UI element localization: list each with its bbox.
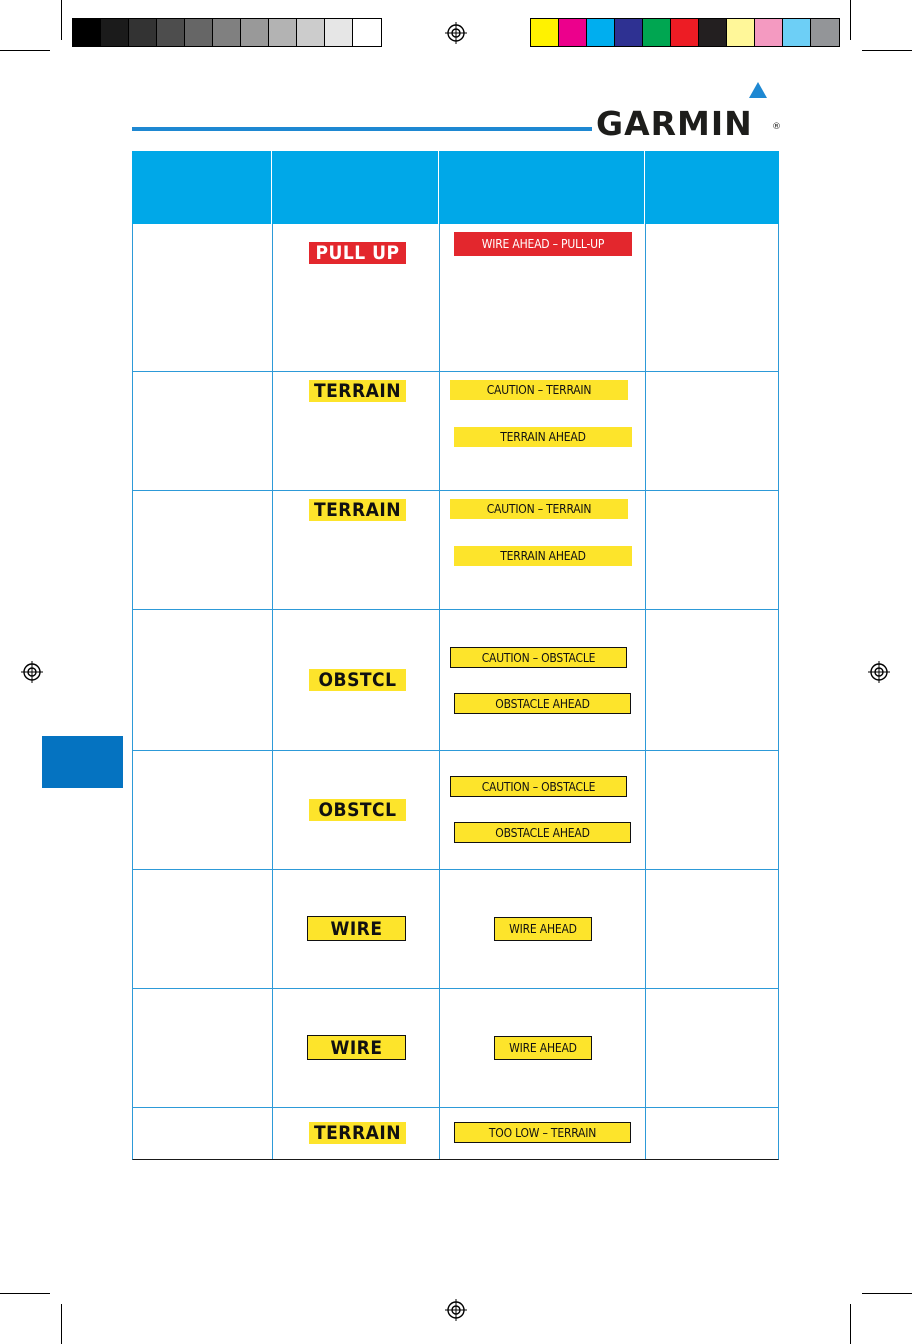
voice-cell [646, 751, 780, 869]
color-swatch [213, 19, 241, 46]
annunciation-cell [273, 751, 440, 869]
annunciation-cell [273, 870, 440, 988]
color-swatch [129, 19, 157, 46]
color-swatch [811, 19, 839, 46]
alert-message: TOO LOW – TERRAIN [454, 1122, 631, 1143]
condition-cell [133, 870, 273, 988]
alert-cell [440, 224, 646, 371]
condition-cell [133, 989, 273, 1107]
voice-cell [646, 491, 780, 609]
annunciation-cell [273, 989, 440, 1107]
table-row [133, 751, 778, 870]
alert-cell [440, 751, 646, 869]
color-swatch [325, 19, 353, 46]
crop-mark [862, 1293, 912, 1294]
registered-mark: ® [772, 122, 781, 132]
alert-message: TERRAIN AHEAD [454, 427, 632, 447]
annunciator-badge: PULL UP [309, 242, 406, 264]
crop-mark [0, 1293, 50, 1294]
alert-message: CAUTION – OBSTACLE [450, 776, 627, 797]
alert-message: WIRE AHEAD [494, 917, 592, 941]
alert-message: CAUTION – TERRAIN [450, 380, 628, 400]
annunciator-badge: WIRE [307, 916, 406, 941]
color-swatch [587, 19, 615, 46]
alert-message: OBSTACLE AHEAD [454, 693, 631, 714]
annunciation-cell [273, 1108, 440, 1159]
condition-cell [133, 491, 273, 609]
condition-cell [133, 610, 273, 750]
annunciator-badge: OBSTCL [309, 669, 406, 691]
annunciation-cell [273, 610, 440, 750]
annunciation-cell [273, 224, 440, 371]
header-cell [132, 151, 272, 224]
condition-cell [133, 224, 273, 371]
alert-message: OBSTACLE AHEAD [454, 822, 631, 843]
color-swatch [101, 19, 129, 46]
color-swatch [269, 19, 297, 46]
garmin-logo [596, 78, 786, 143]
header-cell [272, 151, 439, 224]
color-swatch [185, 19, 213, 46]
alert-cell [440, 610, 646, 750]
crop-mark [61, 0, 62, 40]
registration-mark-icon [445, 1299, 467, 1321]
table-row [133, 372, 778, 491]
header-cell [645, 151, 779, 224]
table-row [133, 870, 778, 989]
crop-mark [61, 1304, 62, 1344]
alert-message: CAUTION – TERRAIN [450, 499, 628, 519]
color-swatch [241, 19, 269, 46]
color-swatch [727, 19, 755, 46]
color-swatch [559, 19, 587, 46]
table-row [133, 1108, 778, 1159]
table-row [133, 491, 778, 610]
color-swatch [157, 19, 185, 46]
section-tab [42, 736, 123, 788]
color-swatch [671, 19, 699, 46]
alert-message: TERRAIN AHEAD [454, 546, 632, 566]
alert-message: CAUTION – OBSTACLE [450, 647, 627, 668]
table-row [133, 224, 778, 372]
process-color-bar [530, 18, 840, 47]
alerts-table [132, 151, 779, 1160]
alert-cell [440, 491, 646, 609]
color-swatch [699, 19, 727, 46]
table-row [133, 610, 778, 751]
color-swatch [755, 19, 783, 46]
annunciator-badge: WIRE [307, 1035, 406, 1060]
registration-mark-icon [445, 22, 467, 44]
header-cell [439, 151, 645, 224]
annunciator-badge: TERRAIN [309, 1122, 406, 1144]
condition-cell [133, 372, 273, 490]
grayscale-color-bar [72, 18, 382, 47]
voice-cell [646, 1108, 780, 1159]
annunciation-cell [273, 372, 440, 490]
color-swatch [643, 19, 671, 46]
condition-cell [133, 751, 273, 869]
table-header [132, 151, 779, 224]
alert-message: WIRE AHEAD – PULL-UP [454, 232, 632, 256]
alert-cell [440, 372, 646, 490]
alert-cell [440, 989, 646, 1107]
logo-triangle-icon [749, 82, 767, 98]
table-body [132, 224, 779, 1160]
voice-cell [646, 224, 780, 371]
color-swatch [73, 19, 101, 46]
color-swatch [783, 19, 811, 46]
crop-mark [850, 1304, 851, 1344]
registration-mark-icon [21, 661, 43, 683]
voice-cell [646, 989, 780, 1107]
annunciator-badge: TERRAIN [309, 380, 406, 402]
registration-mark-icon [868, 661, 890, 683]
crop-mark [850, 0, 851, 40]
color-swatch [297, 19, 325, 46]
crop-mark [0, 50, 50, 51]
voice-cell [646, 870, 780, 988]
color-swatch [353, 19, 381, 46]
header-rule [132, 127, 592, 131]
alert-message: WIRE AHEAD [494, 1036, 592, 1060]
color-swatch [615, 19, 643, 46]
logo-wordmark: GARMIN [596, 104, 753, 143]
annunciator-badge: TERRAIN [309, 499, 406, 521]
annunciator-badge: OBSTCL [309, 799, 406, 821]
color-swatch [531, 19, 559, 46]
alert-cell [440, 1108, 646, 1159]
voice-cell [646, 610, 780, 750]
alert-cell [440, 870, 646, 988]
voice-cell [646, 372, 780, 490]
table-row [133, 989, 778, 1108]
annunciation-cell [273, 491, 440, 609]
condition-cell [133, 1108, 273, 1159]
crop-mark [862, 50, 912, 51]
